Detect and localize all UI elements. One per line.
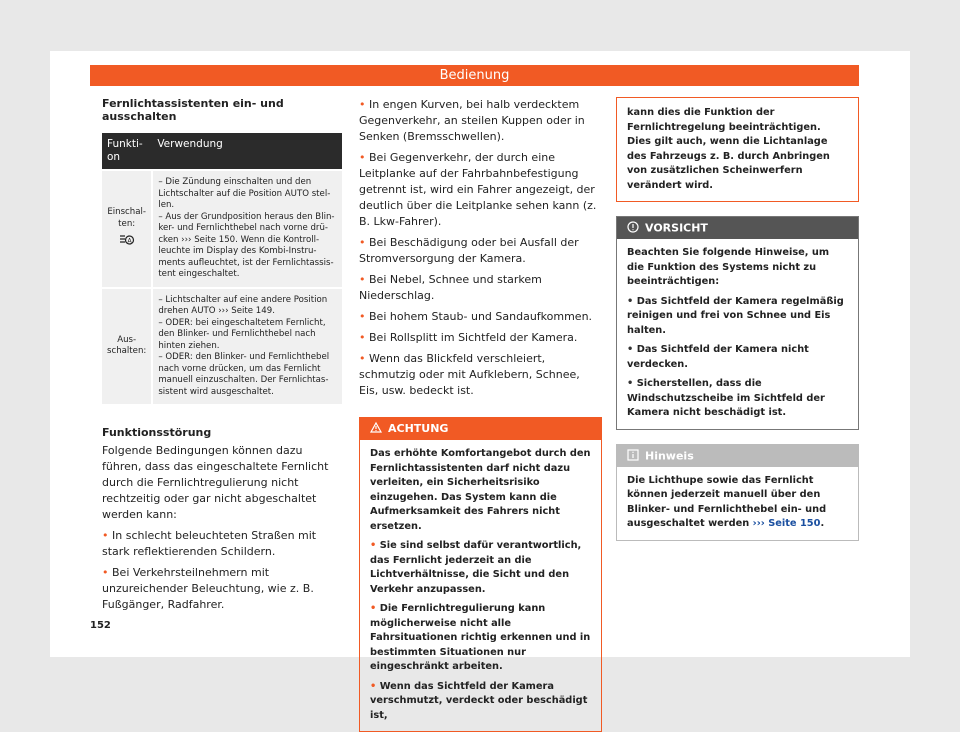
usage-line: cken ››› Seite 150. Wenn die Kontroll- [158,234,320,245]
usage-line: leuchte im Display des Kombi-Instru- [158,246,317,256]
list-item: • Sicherstellen, dass die Windschutzscheibe im Sichtfeld der Kamera nicht beschädigt ist. [627,378,825,418]
list-item: • Die Fernlichtregulierung kann möglicherweise nicht alle Fahrsituationen richtig erkennen und in bestimmten Situationen nur eingeschränkt arbeiten. [370,603,591,672]
warning-continued-text: kann dies die Funktion der Fernlichtregelung beeinträchtigen. Dies gilt auch, wenn die Lichtanlage des Fahrzeugs z. B. durch Anbringen von zusätzlichen Scheinwerfern verändert wird. [627,107,830,191]
caution-intro: Beachten Sie folgende Hinweise, um die Funktion des Systems nicht zu beeinträchtigen: [627,247,830,287]
bullet-text: Die Fernlichtregulierung kann möglicherweise nicht alle Fahrsituationen richtig erkennen und in bestimmten Situationen nur eingeschränkt arbeiten. [370,603,591,672]
warning-box-continued [616,97,859,202]
list-item: • Bei Rollsplitt im Sichtfeld der Kamera. [359,331,578,344]
bullet-text: Bei Rollsplitt im Sichtfeld der Kamera. [369,331,578,344]
usage-line: – Die Zündung einschalten und den [158,177,312,187]
list-item: • In engen Kurven, bei halb verdecktem Gegenverkehr, an steilen Kuppen oder in Senken (Bremsschwellen). [359,98,585,143]
note-body [617,467,858,540]
bullet-text: Sie sind selbst dafür verantwortlich, das Fernlicht jederzeit an die Lichtverhältnisse, die Sicht und den Verkehr anzupassen. [370,540,582,595]
table-row [102,170,342,288]
table-cell-label [102,170,152,288]
usage-line: den Blinker- und Fernlichthebel nach [158,329,316,339]
note-header [617,445,858,467]
bullet-text: Das Sichtfeld der Kamera nicht verdecken. [627,344,809,370]
page-number: 152 [90,620,111,631]
caution-header [617,217,858,239]
usage-line: sistent wird ausgeschaltet. [158,386,274,397]
caution-box [616,216,859,430]
bullet-text: Das Sichtfeld der Kamera regelmäßig reinigen und frei von Schnee und Eis halten. [627,295,844,336]
list-item: • Bei Verkehrsteilnehmern mit unzureichender Beleuchtung, wie z. B. Fußgänger, Radfahrer. [102,566,314,611]
bullet-text: Bei Nebel, Schnee und starkem Niederschlag. [359,273,542,302]
middle-column [359,97,602,732]
bullet-text: Bei Beschädigung oder bei Ausfall der Stromversorgung der Kamera. [359,236,579,265]
usage-line: Lichtschalter auf die Position AUTO stel- [158,188,331,199]
warning-body [360,440,601,731]
warning-header [360,418,601,440]
bullet-text: Bei Gegenverkehr, der durch eine Leitplanke auf der Fahrbahnbefestigung getrennt ist, wird ein Fahrer angezeigt, der deutlich über die Leitplanke sehen kann (z. B. Lkw-Fahrer). [359,151,597,228]
bullet-text: Bei hohem Staub- und Sandaufkommen. [369,310,593,323]
row-label-ausschalten: Aus- schalten: [107,334,147,357]
note-box [616,444,859,541]
usage-line: ker- und Fernlichthebel nach vorne drü- [158,223,329,233]
list-item: • In schlecht beleuchteten Straßen mit stark reflektierenden Schildern. [102,529,317,558]
list-item: • Bei Beschädigung oder bei Ausfall der Stromversorgung der Kamera. [359,236,579,265]
list-item: • Bei Nebel, Schnee und starkem Niederschlag. [359,273,542,302]
caution-circle-icon [627,221,639,236]
list-item: • Das Sichtfeld der Kamera regelmäßig reinigen und frei von Schnee und Eis halten. [627,295,844,336]
bullet-text: Bei Verkehrsteilnehmern mit unzureichender Beleuchtung, wie z. B. Fußgänger, Radfahrer. [102,566,314,611]
bullet-text: Wenn das Sichtfeld der Kamera verschmutzt, verdeckt oder beschädigt ist, [370,680,588,721]
usage-line: – Aus der Grundposition heraus den Blin- [158,211,335,222]
bullet-text: Wenn das Blickfeld verschleiert, schmutzig oder mit Aufklebern, Schnee, Eis, usw. bedeckt ist. [359,352,580,397]
caution-title: VORSICHT [645,221,708,235]
info-note-icon [627,449,639,464]
list-item: • Sie sind selbst dafür verantwortlich, das Fernlicht jederzeit an die Lichtverhältnisse, die Sicht und den Verkehr anzupassen. [370,540,582,595]
warning-title: ACHTUNG [388,422,449,435]
usage-line: len. [158,200,175,210]
high-beam-assist-icon [119,234,135,251]
table-cell-usage [152,288,342,405]
list-item: • Wenn das Sichtfeld der Kamera verschmutzt, verdeckt oder beschädigt ist, [370,680,588,721]
list-item: • Wenn das Blickfeld verschleiert, schmutzig oder mit Aufklebern, Schnee, Eis, usw. bedeckt ist. [359,352,580,397]
svg-text:A: A [127,237,132,245]
usage-line: manuell einzuschalten. Der Fernlichtas- [158,375,329,385]
fault-title: Funktionsstörung [102,426,212,439]
usage-line: nach vorne drücken, um das Fernlicht [158,363,321,374]
bullet-text: In engen Kurven, bei halb verdecktem Gegenverkehr, an steilen Kuppen oder in Senken (Bremsschwellen). [359,98,585,143]
bullet-text: Sicherstellen, dass die Windschutzscheibe im Sichtfeld der Kamera nicht beschädigt ist. [627,378,825,418]
list-item: • Das Sichtfeld der Kamera nicht verdecken. [627,344,809,370]
table-header-row [102,133,342,170]
note-end: . [820,518,825,529]
list-item: • Bei hohem Staub- und Sandaufkommen. [359,310,593,323]
usage-line: tent eingeschaltet. [158,269,240,279]
usage-line: hinten ziehen. [158,340,220,351]
usage-line: drehen AUTO ››› Seite 149. [158,306,275,316]
left-column [102,97,342,613]
usage-line: – ODER: bei eingeschaltetem Fernlicht, [158,317,326,328]
function-table [102,133,342,404]
table-header-function: Funkti- on [102,133,152,170]
bullet-text: In schlecht beleuchteten Straßen mit stark reflektierenden Schildern. [102,529,317,558]
warning-intro: Das erhöhte Komfortangebot durch den Fernlichtassistenten darf nicht dazu verleiten, ein Sicherheitsrisiko einzugehen. Das System kann die Aufmerksamkeit des Fahrers nicht ersetzen. [370,448,591,532]
fault-text: Folgende Bedingungen können dazu führen, dass das eingeschaltete Fernlicht durch die Fernlichtregulierung nicht rechtzeitig oder gar nicht abgeschaltet werden kann: [102,444,329,521]
warning-triangle-icon [370,422,382,436]
table-row [102,288,342,405]
page-header: Bedienung [90,65,859,86]
list-item: • Bei Gegenverkehr, der durch eine Leitplanke auf der Fahrbahnbefestigung getrennt ist, wird ein Fahrer angezeigt, der deutlich über die Leitplanke sehen kann (z. B. Lkw-Fahrer). [359,151,597,228]
note-text: Die Lichthupe sowie das Fernlicht können jederzeit manuell über den Blinker- und Fernlichthebel ein- und ausgeschaltet werden [627,474,827,529]
row-label-einschalten: Einschal- ten: [107,207,146,229]
note-title: Hinweis [645,449,694,462]
usage-line: – Lichtschalter auf eine andere Position [158,294,328,305]
page-reference-link[interactable]: ››› Seite 150 [752,518,821,529]
table-cell-usage [152,170,342,288]
table-cell-label [102,288,152,405]
right-column [616,97,859,541]
section-title: Fernlichtassistenten ein- und ausschalten [102,97,284,123]
table-header-usage: Verwendung [152,133,342,170]
usage-line: ments aufleuchtet, ist der Fernlichtassis- [158,257,334,268]
warning-box [359,417,602,732]
usage-line: – ODER: den Blinker- und Fernlichthebel [158,352,330,362]
caution-body [617,239,858,429]
